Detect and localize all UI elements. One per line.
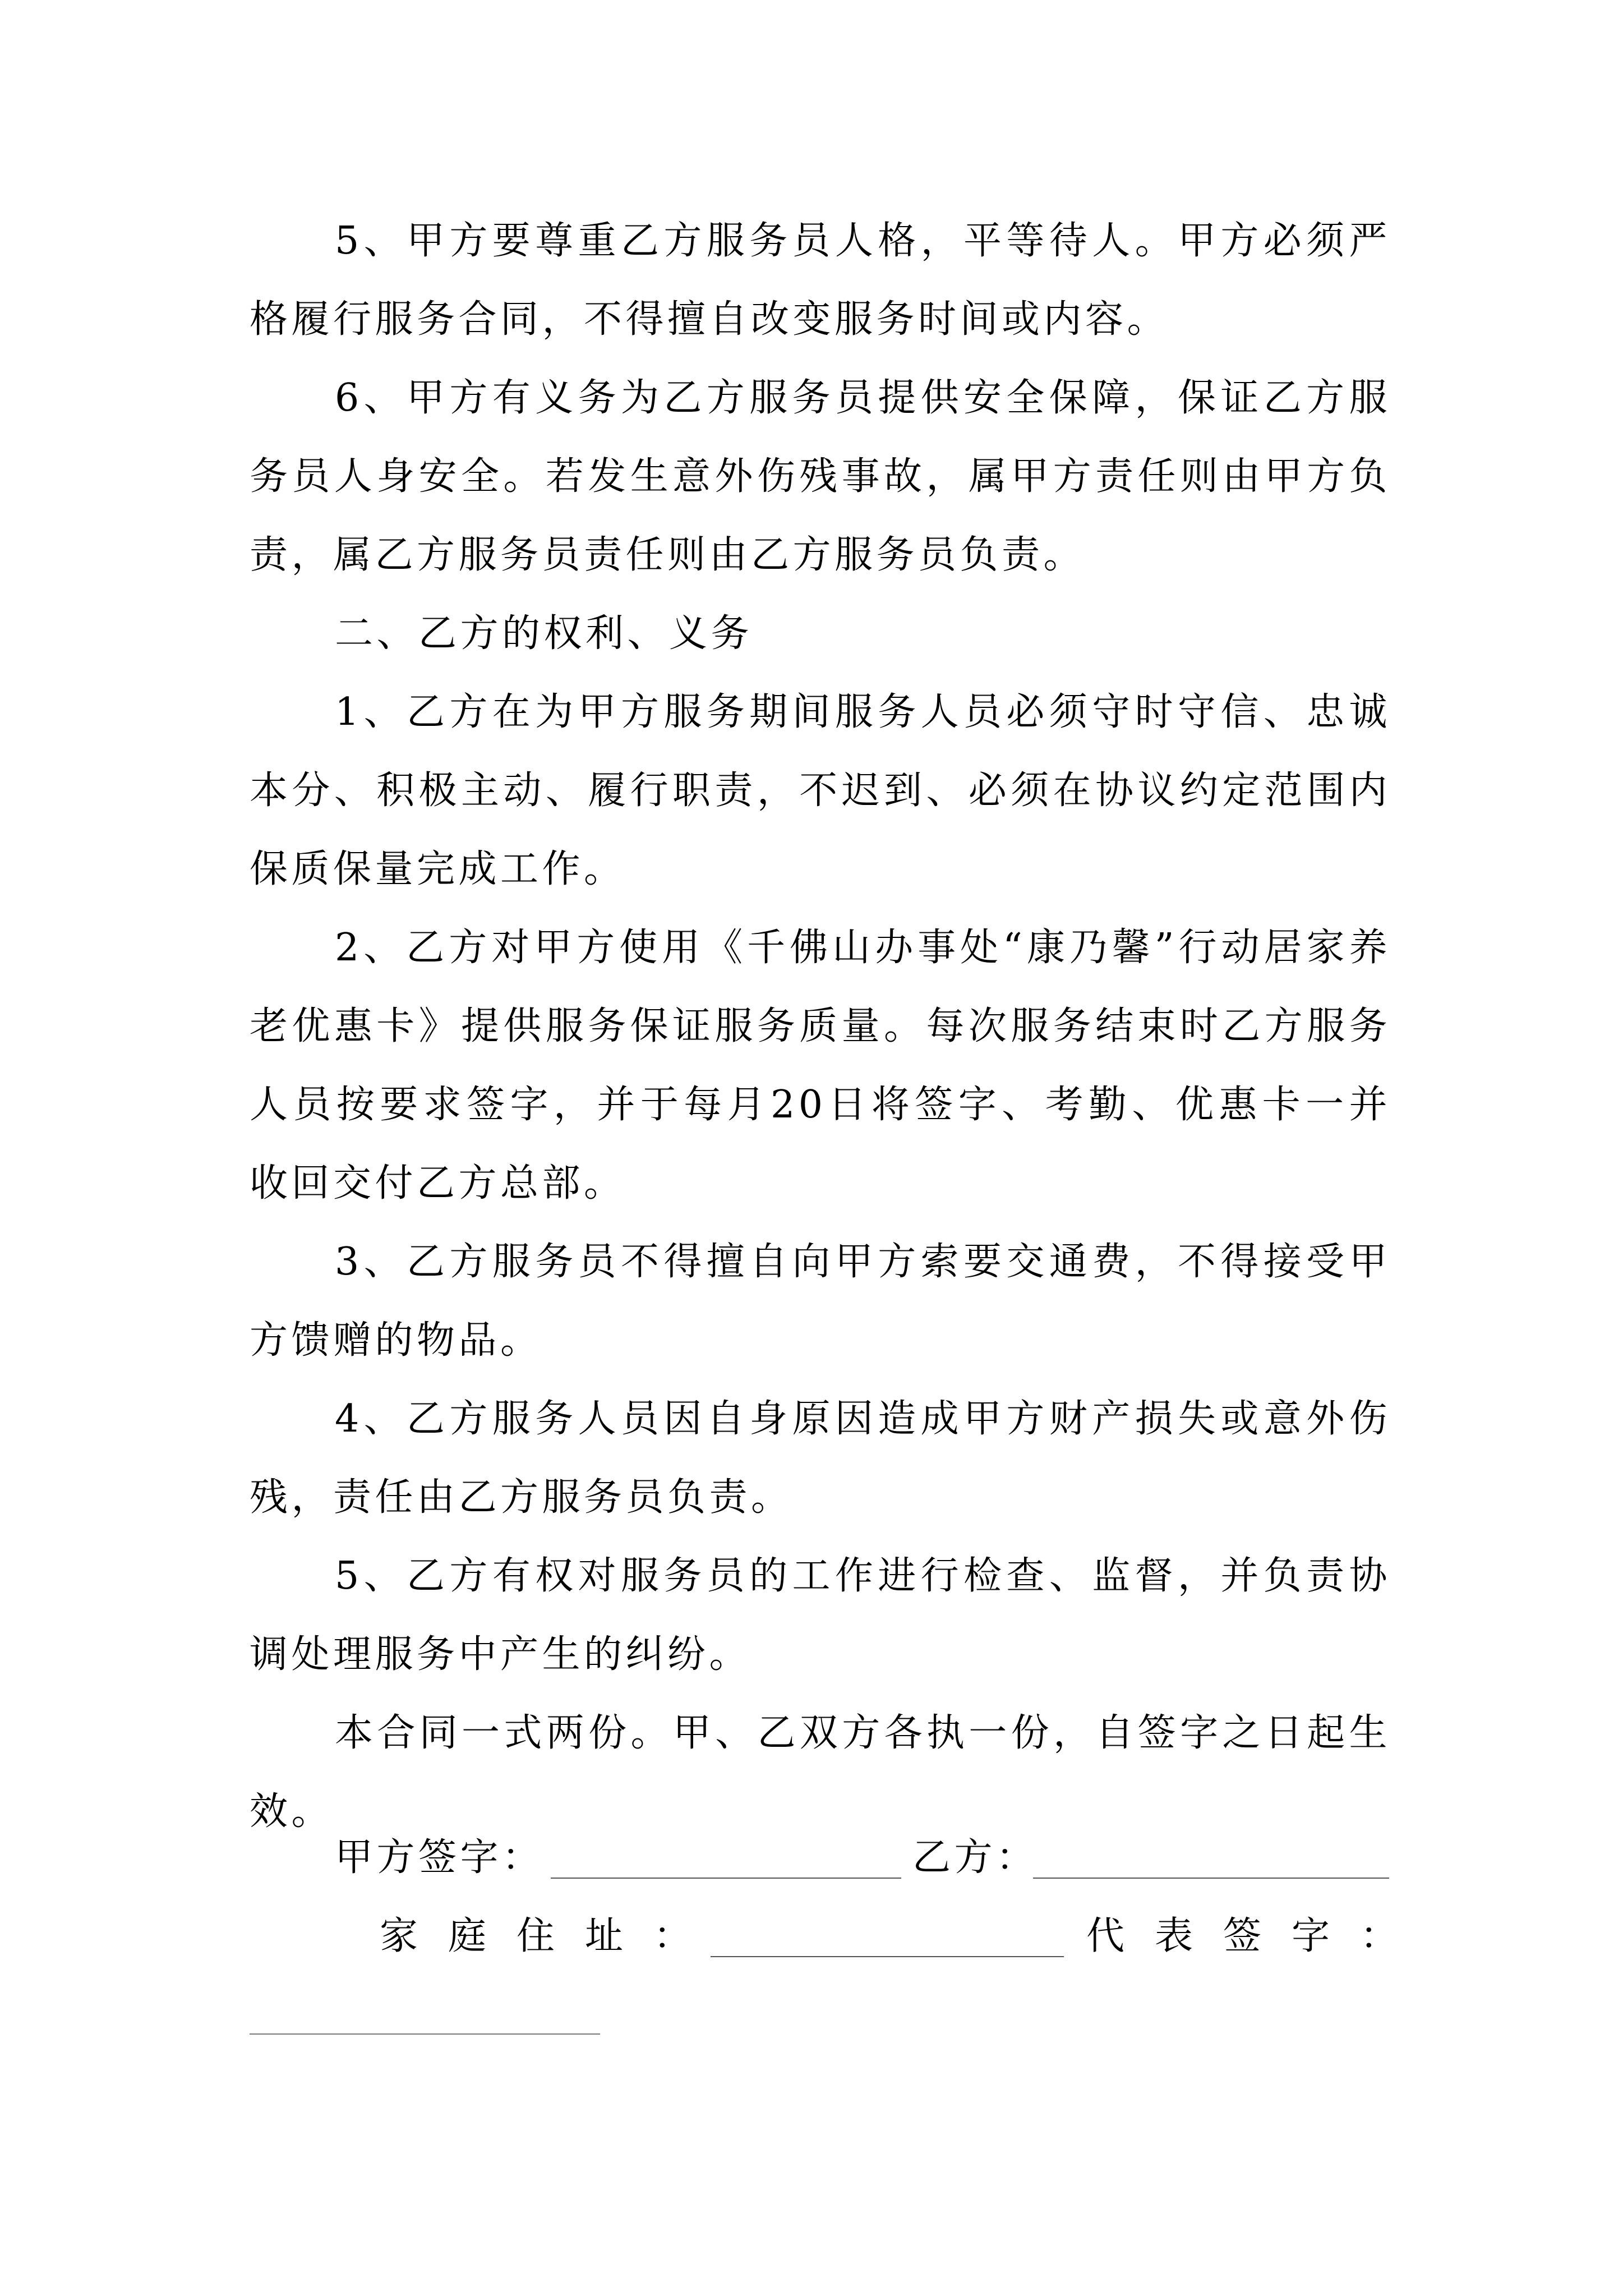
home-address-label: 家庭住址：	[380, 1914, 722, 1958]
home-address-line[interactable]	[711, 1956, 1064, 1957]
section-heading-party-b: 二、乙方的权利、义务	[335, 611, 753, 656]
clause-b-4: 4、乙方服务人员因自身原因造成甲方财产损失或意外伤残，责任由乙方服务员负责。	[250, 1397, 1391, 1520]
clause-a-5: 5、甲方要尊重乙方服务员人格，平等待人。甲方必须严格履行服务合同，不得擅自改变服务时间或内容。	[250, 219, 1391, 342]
clause-b-1: 1、乙方在为甲方服务期间服务人员必须守时守信、忠诚本分、积极主动、履行职责，不迟到、必须在协议约定范围内保质保量完成工作。	[250, 690, 1391, 891]
party-b-label: 乙方：	[912, 1835, 1038, 1880]
signature-row-1	[335, 1830, 1038, 1886]
contract-body	[250, 202, 1391, 1851]
party-a-signature-label: 甲方签字：	[335, 1835, 544, 1880]
representative-signature-label: 代表签字：	[1086, 1914, 1429, 1958]
party-a-signature-line[interactable]	[551, 1878, 901, 1879]
clause-a-6: 6、甲方有义务为乙方服务员提供安全保障，保证乙方服务员人身安全。若发生意外伤残事故，属甲方责任则由甲方负责，属乙方服务员责任则由乙方服务员负责。	[250, 376, 1391, 577]
representative-signature-line[interactable]	[250, 2033, 600, 2035]
clause-b-2: 2、乙方对甲方使用《千佛山办事处“康乃馨”行动居家养老优惠卡》提供服务保证服务质量。每次服务结束时乙方服务人员按要求签字，并于每月20日将签字、考勤、优惠卡一并收回交付乙方总部。	[250, 926, 1391, 1205]
closing-clause: 本合同一式两份。甲、乙双方各执一份，自签字之日起生效。	[250, 1711, 1391, 1834]
signature-row-2	[380, 1908, 1429, 1964]
clause-b-5: 5、乙方有权对服务员的工作进行检查、监督，并负责协调处理服务中产生的纠纷。	[250, 1554, 1391, 1677]
clause-b-3: 3、乙方服务员不得擅自向甲方索要交通费，不得接受甲方馈赠的物品。	[250, 1240, 1391, 1363]
party-b-signature-line[interactable]	[1033, 1878, 1389, 1879]
